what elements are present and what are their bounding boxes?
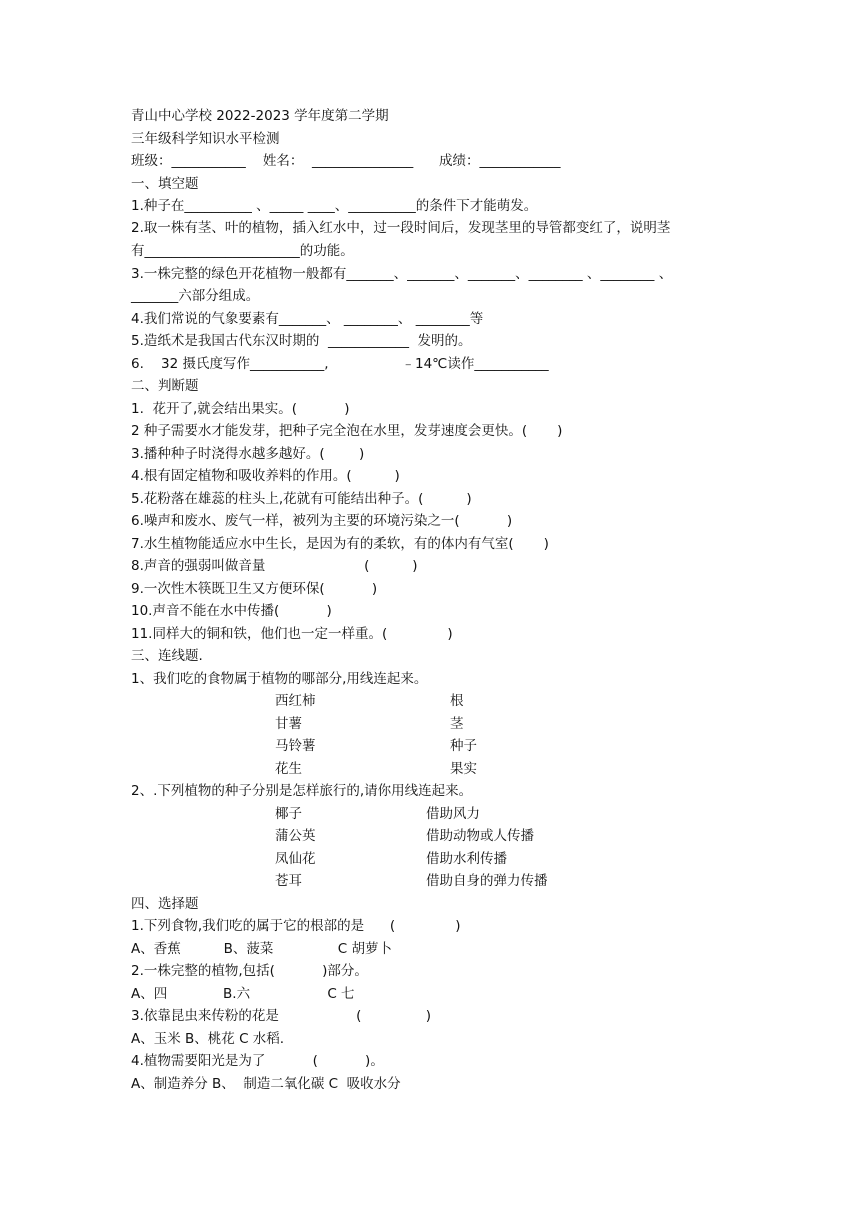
fill-question-3-line2: _______六部分组成。 [131,288,260,304]
fill-question-1: 1.种子在__________ 、_____ ____、__________的条件下才能萌发。 [131,198,538,214]
fill-question-5: 5.造纸术是我国古代东汉时期的 ____________ 发明的。 [131,333,472,349]
match2-right-item: 借助风力 [426,806,480,822]
choice-line: A、制造养分 B、 制造二氧化碳 C 吸收水分 [131,1076,401,1092]
match1-left-item: 马铃薯 [275,738,316,754]
judge-item: 11.同样大的铜和铁，他们也一定一样重。( ) [131,626,453,642]
section-matching-title: 三、连线题. [131,648,203,664]
choice-line: 4.植物需要阳光是为了 ( )。 [131,1053,384,1069]
choice-line: 2.一株完整的植物,包括( )部分。 [131,963,368,979]
judge-item: 1. 花开了,就会结出果实。( ) [131,401,350,417]
judge-item: 8.声音的强弱叫做音量 ( ) [131,558,418,574]
match2-left-item: 蒲公英 [275,828,316,844]
judge-item: 10.声音不能在水中传播( ) [131,603,332,619]
match1-right-item: 种子 [450,738,477,754]
judge-item: 7.水生植物能适应水中生长，是因为有的柔软，有的体内有气室( ) [131,536,549,552]
choice-line: A、玉米 B、桃花 C 水稻. [131,1031,285,1047]
choice-line: 3.依靠昆虫来传粉的花是 ( ) [131,1008,432,1024]
judge-item: 4.根有固定植物和吸收养料的作用。( ) [131,468,400,484]
match1-left-item: 花生 [275,761,302,777]
match1-right-item: 根 [450,693,464,709]
section-choice-title: 四、选择题 [131,896,199,912]
section-judge-title: 二、判断题 [131,378,199,394]
judge-item: 2 种子需要水才能发芽，把种子完全泡在水里，发芽速度会更快。( ) [131,423,563,439]
match1-right-item: 茎 [450,716,464,732]
match1-right-item: 果实 [450,761,477,777]
matching-question-1: 1、我们吃的食物属于植物的哪部分,用线连起来。 [131,671,428,687]
fill-question-3-line1: 3.一株完整的绿色开花植物一般都有_______、_______、_______、________ 、________ 、 [131,266,673,282]
match2-left-item: 凤仙花 [275,851,316,867]
match2-left-item: 苍耳 [275,873,302,889]
section-fill-blank-title: 一、填空题 [131,176,199,192]
judge-item: 3.播种种子时浇得水越多越好。( ) [131,446,365,462]
exam-title: 三年级科学知识水平检测 [131,131,280,147]
match2-right-item: 借助水利传播 [426,851,507,867]
school-header: 青山中心学校 2022-2023 学年度第二学期 [131,108,389,124]
choice-line: A、香蕉 B、菠菜 C 胡萝卜 [131,941,392,957]
match1-left-item: 甘薯 [275,716,302,732]
match2-right-item: 借助动物或人传播 [426,828,534,844]
choice-line: 1.下列食物,我们吃的属于它的根部的是 ( ) [131,918,461,934]
match1-left-item: 西红柿 [275,693,316,709]
judge-item: 9.一次性木筷既卫生又方便环保( ) [131,581,378,597]
fill-question-2-line2: 有_______________________的功能。 [131,243,354,259]
choice-line: A、四 B.六 C 七 [131,986,355,1002]
match2-left-item: 椰子 [275,806,302,822]
judge-item: 5.花粉落在雄蕊的柱头上,花就有可能结出种子。( ) [131,491,472,507]
matching-question-2: 2、.下列植物的种子分别是怎样旅行的,请你用线连起来。 [131,783,473,799]
match2-right-item: 借助自身的弹力传播 [426,873,548,889]
student-info-line: 班级：___________ 姓名： _______________ 成绩：____________ [131,153,561,169]
fill-question-2-line1: 2.取一株有茎、叶的植物，插入红水中，过一段时间后，发现茎里的导管都变红了，说明茎 [131,220,671,236]
fill-question-6: 6. 32 摄氏度写作___________, ﹣14℃读作___________ [131,356,549,372]
fill-question-4: 4.我们常说的气象要素有_______、 ________、 ________等 [131,311,484,327]
judge-item: 6.噪声和废水、废气一样，被列为主要的环境污染之一( ) [131,513,513,529]
